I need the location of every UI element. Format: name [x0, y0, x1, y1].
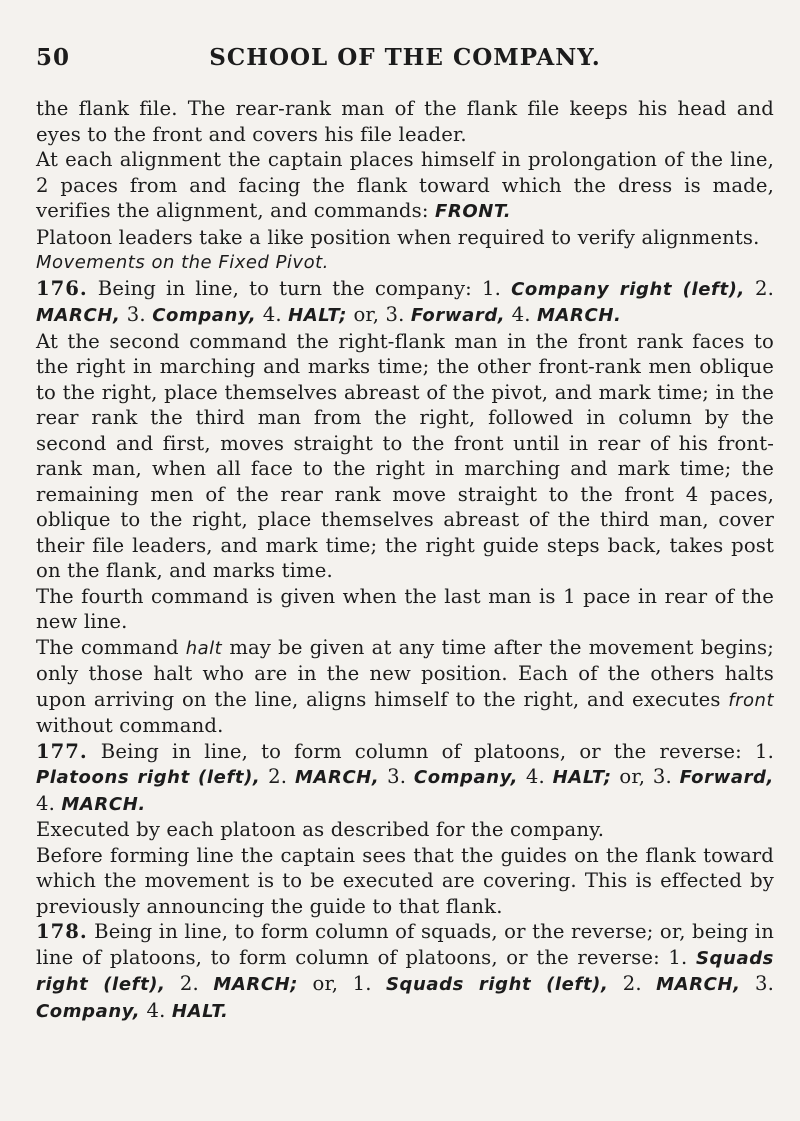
text-span: 3.: [379, 765, 414, 788]
paragraph-176-halt: [36, 635, 774, 739]
command-text: Forward,: [410, 305, 506, 326]
text-span: without command.: [36, 714, 224, 737]
command-text: Squads right (left),: [385, 974, 609, 995]
text-span: or, 3.: [347, 303, 411, 326]
command-text: Platoons right (left),: [36, 767, 261, 788]
page-number: 50: [36, 44, 71, 71]
paragraph-number-177: 177.: [36, 739, 88, 763]
text-span: may be given at any time after the movement begins; only those halt who are in the new position. Each of the others halts upon arriving on the line, aligns himself to the right, and executes: [36, 635, 774, 711]
text-span: 3.: [120, 303, 153, 326]
paragraph-number-178: 178.: [36, 920, 88, 943]
text-span: Being in line, to turn the company: 1.: [87, 276, 512, 300]
paragraph-177-guides: Before forming line the captain sees that the guides on the flank toward which the movement is to be executed are covering. This is effected by previously announcing the guide to that flank.: [36, 843, 774, 918]
paragraph-platoon-leaders: Platoon leaders take a like position when required to verify alignments.: [36, 225, 760, 249]
command-text: Company,: [413, 767, 519, 788]
text-span: 4.: [140, 998, 172, 1022]
text-span: 2.: [165, 972, 214, 995]
body-text: [36, 96, 774, 1024]
command-text: Squads right (left),: [36, 947, 774, 995]
command-text: front: [728, 689, 774, 711]
paragraph-178: [36, 919, 774, 1024]
text-span: 2.: [260, 765, 295, 788]
text-span: 2.: [608, 972, 657, 995]
text-span: or, 1.: [298, 972, 386, 995]
text-span: 4.: [505, 303, 538, 326]
command-text: MARCH;: [213, 974, 299, 995]
text-span: 3.: [740, 972, 774, 995]
text-span: Being in line, to form column of platoons, or the reverse: 1.: [87, 739, 774, 763]
command-text: Company,: [152, 305, 257, 326]
paragraph-alignment-text: At each alignment the captain places himself in prolongation of the line, 2 paces from and facing the flank toward which the dress is made, verifies the alignment, and commands:: [36, 148, 774, 222]
text-span: The command: [36, 635, 186, 659]
command-text: Company right (left),: [511, 278, 745, 300]
command-text: HALT.: [171, 1000, 229, 1022]
page-header: [36, 44, 774, 82]
paragraph-alignment: [36, 147, 774, 225]
paragraph-177: [36, 739, 774, 818]
text-span: 4.: [36, 791, 62, 815]
paragraph-176: [36, 276, 774, 329]
paragraph-176-fourth-command: The fourth command is given when the last man is 1 pace in rear of the new line.: [36, 584, 774, 633]
running-head: SCHOOL OF THE COMPANY.: [209, 44, 601, 71]
command-text: Company,: [36, 1000, 141, 1022]
command-front: FRONT.: [434, 201, 512, 222]
book-page: [36, 44, 774, 1024]
paragraph-flank-file: the flank file. The rear-rank man of the flank file keeps his head and eyes to the front and covers his file leader.: [36, 97, 774, 146]
text-span: 4.: [256, 303, 289, 326]
section-subhead: Movements on the Fixed Pivot.: [36, 252, 329, 273]
command-text: halt: [185, 637, 223, 659]
text-span: or, 3.: [611, 765, 680, 788]
command-text: Forward,: [679, 767, 774, 788]
command-text: MARCH.: [537, 305, 622, 326]
command-text: MARCH,: [656, 974, 741, 995]
command-text: HALT;: [552, 767, 612, 788]
text-span: Being in line, to form column of squads, or the reverse; or, being in line of platoons, to form column of platoons, or the reverse: 1.: [36, 920, 774, 969]
paragraph-177-detail: Executed by each platoon as described for the company.: [36, 818, 605, 841]
command-text: HALT;: [288, 305, 348, 326]
paragraph-number-176: 176.: [36, 276, 88, 300]
paragraph-176-detail: At the second command the right-flank man in the front rank faces to the right in marching and marks time; the other front-rank men oblique to the right, place themselves abreast of the pivot, and mark time; in the rear rank the third man from the right, followed in column by the second and first, moves straight to the front until in rear of his front-rank man, when all face to the right in marching and mark time; the remaining men of the rear rank move straight to the front 4 paces, oblique to the right, place themselves abreast of the third man, cover their file leaders, and mark time; the right guide steps back, takes post on the flank, and marks time.: [36, 329, 774, 582]
command-text: MARCH,: [36, 305, 121, 326]
text-span: 2.: [744, 276, 774, 300]
command-text: MARCH,: [294, 767, 380, 788]
text-span: 4.: [518, 765, 553, 788]
command-text: MARCH.: [61, 793, 146, 815]
